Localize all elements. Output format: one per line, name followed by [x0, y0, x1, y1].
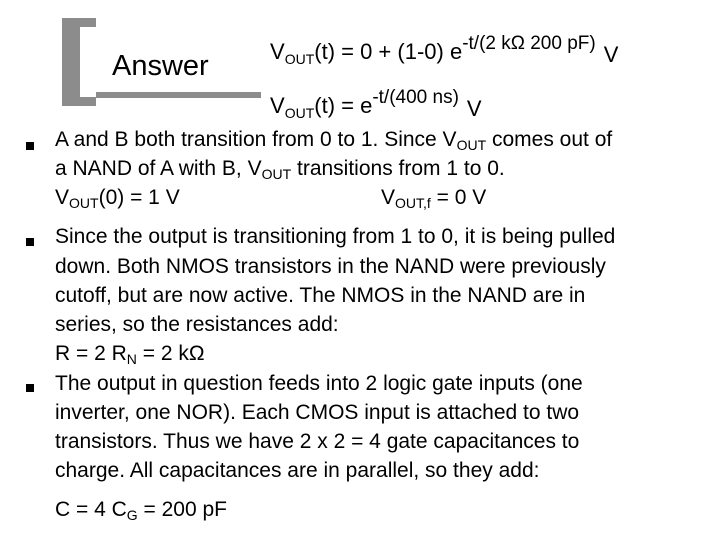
bullet3-capacitance	[55, 497, 227, 528]
bullet3-line1: The output in question feeds into 2 logic gate inputs (one	[55, 372, 583, 395]
slide-title: Answer	[112, 50, 209, 82]
bullet1-line1	[55, 127, 612, 158]
text-run: = 200 pF	[137, 498, 227, 521]
bracket-bottom-bar	[62, 97, 96, 106]
text-run: (0) = 1 V	[98, 186, 180, 209]
text-run: = 0 V	[430, 186, 487, 209]
eq1-v: V	[270, 39, 285, 64]
text-run: a NAND of A with B, V	[55, 157, 262, 180]
equation-vout-simplified	[270, 84, 482, 127]
bracket-vertical-bar	[62, 18, 80, 106]
bullet2-line1: Since the output is transitioning from 1 to 0, it is being pulled	[55, 225, 616, 248]
bullet2-line3: cutoff, but are now active. The NMOS in the NAND are in	[55, 284, 586, 307]
eq1-exponent: -t/(2 kΩ 200 pF)	[462, 33, 596, 54]
eq2-unit: V	[466, 96, 482, 121]
eq1-expr: (t) = 0 + (1-0) e	[314, 39, 463, 64]
text-run: transitions from 1 to 0.	[291, 157, 505, 180]
subscript: OUT	[69, 195, 99, 211]
bullet3-line2: inverter, one NOR). Each CMOS input is attached to two	[55, 401, 580, 424]
subscript: N	[126, 351, 137, 367]
bullet3-line4: charge. All capacitances are in parallel, so they add:	[55, 459, 540, 482]
bullet-marker-1	[26, 142, 34, 150]
eq1-sub: OUT	[284, 51, 315, 67]
bullet-marker-3	[26, 384, 34, 392]
subscript: OUT	[456, 137, 487, 153]
bullet1-line2	[55, 156, 505, 187]
subscript: G	[126, 507, 138, 523]
eq2-v: V	[270, 93, 285, 118]
text-run: R = 2 R	[55, 342, 127, 365]
bullet2-line2: down. Both NMOS transistors in the NAND were previously	[55, 255, 606, 278]
bullet1-vout-initial	[55, 185, 180, 216]
eq1-unit: V	[603, 42, 619, 67]
bullet1-vout-final	[381, 185, 486, 216]
text-run: C = 4 C	[55, 498, 127, 521]
bracket-top-bar	[62, 18, 96, 27]
title-underline	[96, 92, 261, 98]
text-run: A and B both transition from 0 to 1. Since V	[55, 128, 457, 151]
text-run: V	[381, 186, 396, 209]
bullet2-resistance	[55, 341, 205, 372]
text-run: comes out of	[486, 128, 613, 151]
bullet3-line3: transistors. Thus we have 2 x 2 = 4 gate capacitances to	[55, 430, 580, 453]
subscript: OUT,f	[395, 195, 431, 211]
text-run: = 2 kΩ	[136, 342, 205, 365]
bullet-marker-2	[26, 238, 34, 246]
text-run: V	[55, 186, 70, 209]
eq2-expr: (t) = e	[314, 93, 373, 118]
eq2-sub: OUT	[284, 105, 315, 121]
bullet2-line4: series, so the resistances add:	[55, 313, 339, 336]
subscript: OUT	[261, 166, 292, 182]
eq2-exponent: -t/(400 ns)	[372, 87, 459, 108]
equation-vout-general	[270, 30, 618, 73]
